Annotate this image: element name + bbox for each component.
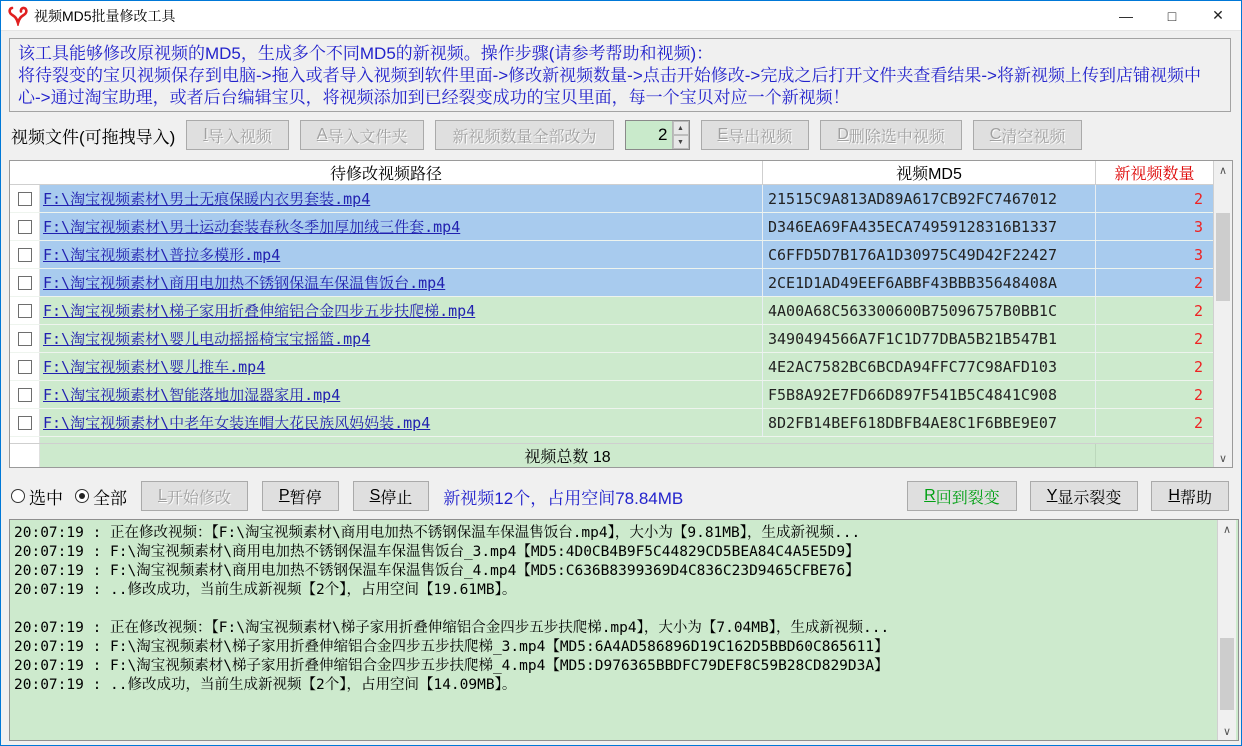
log-scroll-up-icon[interactable]: ∧ — [1222, 523, 1232, 536]
radio-all-circle[interactable] — [75, 489, 89, 503]
row-checkbox[interactable] — [18, 360, 32, 374]
table-row — [10, 185, 1213, 213]
log-line: 20:07:19 : 正在修改视频：【F:\淘宝视频素材\梯子家用折叠伸缩铝合金四步五步扶爬梯.mp4】，大小为【7.04MB】，生成新视频... — [14, 620, 890, 636]
spin-up-button[interactable]: ▲ — [673, 121, 689, 135]
show-fission-button[interactable]: Y 显示裂变 — [1030, 481, 1139, 511]
import-video-button[interactable]: I 导入视频 — [186, 120, 288, 150]
table-row — [10, 241, 1213, 269]
video-md5-value: 3490494566A7F1C1D77DBA5B21B547B1 — [763, 325, 1096, 352]
header-path: 待修改视频路径 — [10, 161, 763, 184]
minimize-button[interactable]: — — [1119, 7, 1133, 24]
count-input[interactable] — [626, 121, 672, 149]
row-checkbox[interactable] — [18, 304, 32, 318]
video-md5-value: 4E2AC7582BC6BCDA94FFC77C98AFD103 — [763, 353, 1096, 380]
radio-selected-circle[interactable] — [11, 489, 25, 503]
close-button[interactable]: ✕ — [1212, 7, 1224, 23]
new-video-count-spinner — [625, 120, 690, 150]
log-panel — [9, 519, 1239, 741]
log-scrollbar[interactable] — [1217, 520, 1236, 740]
row-checkbox[interactable] — [18, 388, 32, 402]
video-path-link[interactable]: F:\淘宝视频素材\普拉多模形.mp4 — [43, 246, 281, 265]
new-video-count-value[interactable]: 2 — [1096, 325, 1213, 352]
export-video-button[interactable]: E 导出视频 — [701, 120, 810, 150]
row-checkbox[interactable] — [18, 248, 32, 262]
video-path-link[interactable]: F:\淘宝视频素材\婴儿推车.mp4 — [43, 358, 266, 377]
video-table — [9, 160, 1233, 468]
title-bar — [1, 1, 1241, 31]
table-scrollbar[interactable] — [1213, 161, 1232, 467]
video-path-link[interactable]: F:\淘宝视频素材\商用电加热不锈钢保温车保温售饭台.mp4 — [43, 274, 446, 293]
table-body — [10, 185, 1213, 437]
radio-all-label: 全部 — [93, 488, 127, 508]
pause-button[interactable]: P 暂停 — [262, 481, 339, 511]
instructions-line2: 将待裂变的宝贝视频保存到电脑->拖入或者导入视频到软件里面->修改新视频数量->点击开始修改->完成之后打开文件夹查看结果->将新视频上传到店铺视频中心->通过淘宝助理，或者后台编辑宝贝，将视频添加到已经裂变成功的宝贝里面，每一个宝贝对应一个新视频！ — [18, 66, 1201, 107]
table-row — [10, 213, 1213, 241]
log-line: 20:07:19 : ..修改成功，当前生成新视频【2个】，占用空间【19.61MB】。 — [14, 582, 517, 598]
set-all-count-button[interactable]: 新视频数量全部改为 — [435, 120, 613, 150]
scroll-up-icon[interactable]: ∧ — [1218, 164, 1228, 177]
log-line: 20:07:19 : F:\淘宝视频素材\梯子家用折叠伸缩铝合金四步五步扶爬梯_3.mp4【MD5:6A4AD586896D19C162D5BBD60C865611】 — [14, 639, 889, 655]
generation-status-text: 新视频12个，占用空间78.84MB — [443, 488, 684, 508]
log-text — [10, 520, 1217, 740]
row-checkbox[interactable] — [18, 416, 32, 430]
toolbar — [11, 118, 1231, 152]
table-footer — [10, 443, 1213, 467]
window-title: 视频MD5批量修改工具 — [34, 7, 176, 24]
row-checkbox[interactable] — [18, 332, 32, 346]
log-line: 20:07:19 : 正在修改视频：【F:\淘宝视频素材\商用电加热不锈钢保温车保温售饭台.mp4】，大小为【9.81MB】，生成新视频... — [14, 525, 861, 541]
video-md5-value: 21515C9A813AD89A617CB92FC7467012 — [763, 185, 1096, 212]
video-md5-value: F5B8A92E7FD66D897F541B5C4841C908 — [763, 381, 1096, 408]
log-line: 20:07:19 : F:\淘宝视频素材\商用电加热不锈钢保温车保温售饭台_4.mp4【MD5:C636B8399369D4C836C23D9465CFBE76】 — [14, 563, 860, 579]
video-files-label: 视频文件(可拖拽导入) — [11, 127, 176, 147]
new-video-count-value[interactable]: 3 — [1096, 213, 1213, 240]
table-header — [10, 161, 1213, 185]
table-row — [10, 325, 1213, 353]
video-total-label: 视频总数 18 — [40, 444, 1096, 467]
new-video-count-value[interactable]: 2 — [1096, 381, 1213, 408]
new-video-count-value[interactable]: 2 — [1096, 297, 1213, 324]
instructions-panel — [9, 38, 1231, 112]
log-line — [14, 600, 1215, 619]
header-md5: 视频MD5 — [763, 161, 1096, 184]
video-path-link[interactable]: F:\淘宝视频素材\男士无痕保暖内衣男套装.mp4 — [43, 190, 371, 209]
log-line: 20:07:19 : F:\淘宝视频素材\梯子家用折叠伸缩铝合金四步五步扶爬梯_4.mp4【MD5:D976365BBDFC79DEF8C59B28CD829D3A】 — [14, 658, 889, 674]
row-checkbox[interactable] — [18, 220, 32, 234]
log-line: 20:07:19 : ..修改成功，当前生成新视频【2个】，占用空间【14.09MB】。 — [14, 677, 517, 693]
video-md5-value: D346EA69FA435ECA74959128316B1337 — [763, 213, 1096, 240]
table-row — [10, 409, 1213, 437]
maximize-button[interactable]: □ — [1167, 7, 1177, 24]
instructions-line1: 该工具能够修改原视频的MD5，生成多个不同MD5的新视频。操作步骤(请参考帮助和视频)： — [18, 44, 714, 63]
video-md5-value: 2CE1D1AD49EEF6ABBF43BBB35648408A — [763, 269, 1096, 296]
app-logo-icon — [8, 6, 28, 26]
table-scrollbar-thumb[interactable] — [1216, 213, 1230, 301]
help-button[interactable]: H 帮助 — [1151, 481, 1229, 511]
back-to-fission-button[interactable]: R 回到裂变 — [907, 481, 1017, 511]
video-path-link[interactable]: F:\淘宝视频素材\智能落地加湿器家用.mp4 — [43, 386, 341, 405]
header-count: 新视频数量 — [1114, 166, 1195, 184]
new-video-count-value[interactable]: 2 — [1096, 185, 1213, 212]
import-folder-button[interactable]: A 导入文件夹 — [300, 120, 425, 150]
log-scrollbar-thumb[interactable] — [1220, 638, 1234, 710]
video-path-link[interactable]: F:\淘宝视频素材\婴儿电动摇摇椅宝宝摇篮.mp4 — [43, 330, 371, 349]
video-path-link[interactable]: F:\淘宝视频素材\男士运动套装春秋冬季加厚加绒三件套.mp4 — [43, 218, 461, 237]
start-modify-button[interactable]: L 开始修改 — [141, 481, 248, 511]
table-row — [10, 297, 1213, 325]
delete-selected-button[interactable]: D 删除选中视频 — [820, 120, 962, 150]
video-md5-value: 8D2FB14BEF618DBFB4AE8C1F6BBE9E07 — [763, 409, 1096, 436]
new-video-count-value[interactable]: 2 — [1096, 269, 1213, 296]
radio-all-option[interactable] — [75, 484, 127, 509]
new-video-count-value[interactable]: 2 — [1096, 409, 1213, 436]
stop-button[interactable]: S 停止 — [353, 481, 430, 511]
log-line: 20:07:19 : F:\淘宝视频素材\商用电加热不锈钢保温车保温售饭台_3.mp4【MD5:4D0CB4B9F5C44829CD5BEA84C4A5E5D9】 — [14, 544, 860, 560]
table-row — [10, 353, 1213, 381]
video-md5-value: 4A00A68C563300600B75096757B0BB1C — [763, 297, 1096, 324]
video-md5-value: C6FFD5D7B176A1D30975C49D42F22427 — [763, 241, 1096, 268]
log-scroll-down-icon[interactable]: ∨ — [1222, 725, 1232, 738]
radio-selected-option[interactable] — [11, 484, 63, 509]
new-video-count-value[interactable]: 3 — [1096, 241, 1213, 268]
new-video-count-value[interactable]: 2 — [1096, 353, 1213, 380]
row-checkbox[interactable] — [18, 276, 32, 290]
spin-down-button[interactable]: ▼ — [673, 135, 689, 149]
table-row — [10, 381, 1213, 409]
video-path-link[interactable]: F:\淘宝视频素材\中老年女装连帽大花民族风妈妈装.mp4 — [43, 414, 431, 433]
scroll-down-icon[interactable]: ∨ — [1218, 452, 1228, 465]
video-path-link[interactable]: F:\淘宝视频素材\梯子家用折叠伸缩铝合金四步五步扶爬梯.mp4 — [43, 302, 476, 321]
radio-selected-label: 选中 — [29, 488, 63, 508]
row-checkbox[interactable] — [18, 192, 32, 206]
clear-videos-button[interactable]: C 清空视频 — [973, 120, 1083, 150]
table-row — [10, 269, 1213, 297]
controls-bar — [11, 479, 1229, 513]
